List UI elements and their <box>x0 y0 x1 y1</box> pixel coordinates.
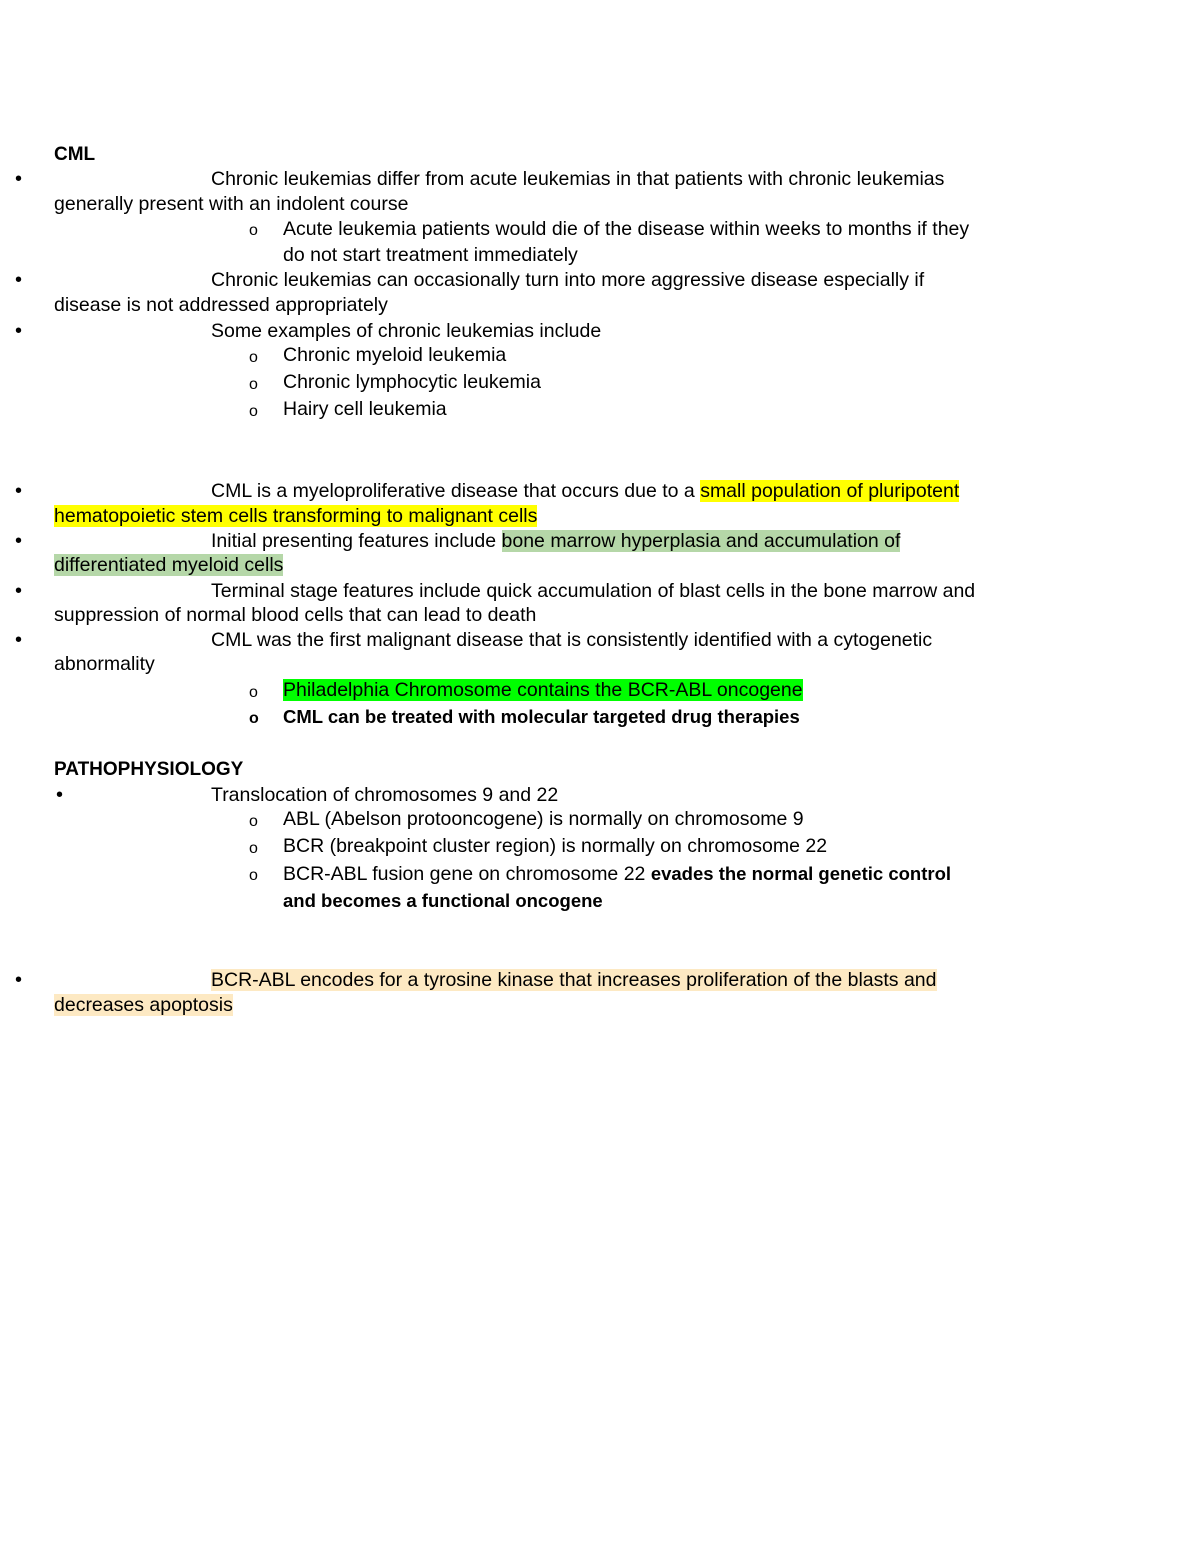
sub-bullet-icon: o <box>249 840 258 857</box>
sub-bullet-icon: o <box>249 684 258 701</box>
cml-sub-targeted-therapy: CML can be treated with molecular targeted drug therapies <box>283 706 800 727</box>
cml-sub-1-line-1: Acute leukemia patients would die of the disease within weeks to months if they <box>283 218 970 240</box>
bullet-icon: • <box>15 480 23 502</box>
cml-bullet-1-line-2: generally present with an indolent course <box>54 193 409 215</box>
highlight-green: differentiated myeloid cells <box>54 554 284 576</box>
patho-bullet-2-line-1 <box>211 968 937 993</box>
patho-bullet-2-line-2 <box>54 993 233 1018</box>
sub-bullet-icon: o <box>249 376 258 393</box>
patho-sub-fusion-line-1 <box>283 861 951 887</box>
patho-sub-fusion-line-2: and becomes a functional oncogene <box>283 890 603 911</box>
cml-bullet-2-line-1: Chronic leukemias can occasionally turn into more aggressive disease especially if <box>211 269 925 291</box>
sub-bullet-icon: o <box>249 867 258 884</box>
highlight-peach: decreases apoptosis <box>54 994 233 1016</box>
cml-sub-1-line-2: do not start treatment immediately <box>283 244 578 266</box>
section-heading-cml: CML <box>54 144 96 165</box>
highlight-yellow: small population of pluripotent <box>700 480 960 502</box>
patho-sub-abl: ABL (Abelson protooncogene) is normally on chromosome 9 <box>283 808 804 830</box>
patho-sub-fusion-plain: BCR-ABL fusion gene on chromosome 22 <box>283 863 651 885</box>
bullet-icon: • <box>15 629 23 651</box>
bullet-icon: • <box>15 969 23 991</box>
cml-bullet-4-line-1 <box>211 479 959 504</box>
cml-bullet-6-line-1: Terminal stage features include quick accumulation of blast cells in the bone marrow and <box>211 580 976 602</box>
cml-bullet-7-line-1: CML was the first malignant disease that is consistently identified with a cytogenetic <box>211 629 933 651</box>
patho-sub-bcr: BCR (breakpoint cluster region) is normally on chromosome 22 <box>283 835 828 857</box>
cml-bullet-4-line-2 <box>54 504 537 529</box>
example-item: Chronic myeloid leukemia <box>283 344 507 366</box>
bullet-icon: • <box>15 580 23 602</box>
cml-bullet-5-line-2 <box>54 553 283 578</box>
highlight-yellow: hematopoietic stem cells transforming to malignant cells <box>54 505 538 527</box>
cml-bullet-6-line-2: suppression of normal blood cells that can lead to death <box>54 604 537 626</box>
cml-bullet-5-plain: Initial presenting features include <box>211 530 502 552</box>
bullet-icon: • <box>15 320 23 342</box>
bullet-icon: • <box>56 784 64 806</box>
cml-bullet-3: Some examples of chronic leukemias include <box>211 320 602 342</box>
sub-bullet-icon: o <box>249 710 259 727</box>
sub-bullet-icon: o <box>249 403 258 420</box>
patho-bullet-1: Translocation of chromosomes 9 and 22 <box>211 784 559 806</box>
bullet-icon: • <box>15 168 23 190</box>
cml-bullet-5-line-1 <box>211 529 900 554</box>
cml-sub-philadelphia <box>283 678 803 703</box>
cml-bullet-1-line-1: Chronic leukemias differ from acute leukemias in that patients with chronic leukemias <box>211 168 945 190</box>
highlight-bright-green: Philadelphia Chromosome contains the BCR-ABL oncogene <box>283 679 803 701</box>
bullet-icon: • <box>15 269 23 291</box>
patho-sub-fusion-bold: evades the normal genetic control <box>650 863 952 884</box>
example-item: Chronic lymphocytic leukemia <box>283 371 541 393</box>
cml-bullet-4-plain: CML is a myeloproliferative disease that occurs due to a <box>211 480 701 502</box>
highlight-peach: BCR-ABL encodes for a tyrosine kinase that increases proliferation of the blasts and <box>211 969 937 991</box>
cml-bullet-2-line-2: disease is not addressed appropriately <box>54 294 388 316</box>
bullet-icon: • <box>15 530 23 552</box>
sub-bullet-icon: o <box>249 222 258 239</box>
sub-bullet-icon: o <box>249 349 258 366</box>
sub-bullet-icon: o <box>249 813 258 830</box>
example-item: Hairy cell leukemia <box>283 398 447 420</box>
section-heading-pathophysiology: PATHOPHYSIOLOGY <box>54 759 244 780</box>
cml-bullet-7-line-2: abnormality <box>54 653 155 675</box>
highlight-green: bone marrow hyperplasia and accumulation of <box>501 530 901 552</box>
